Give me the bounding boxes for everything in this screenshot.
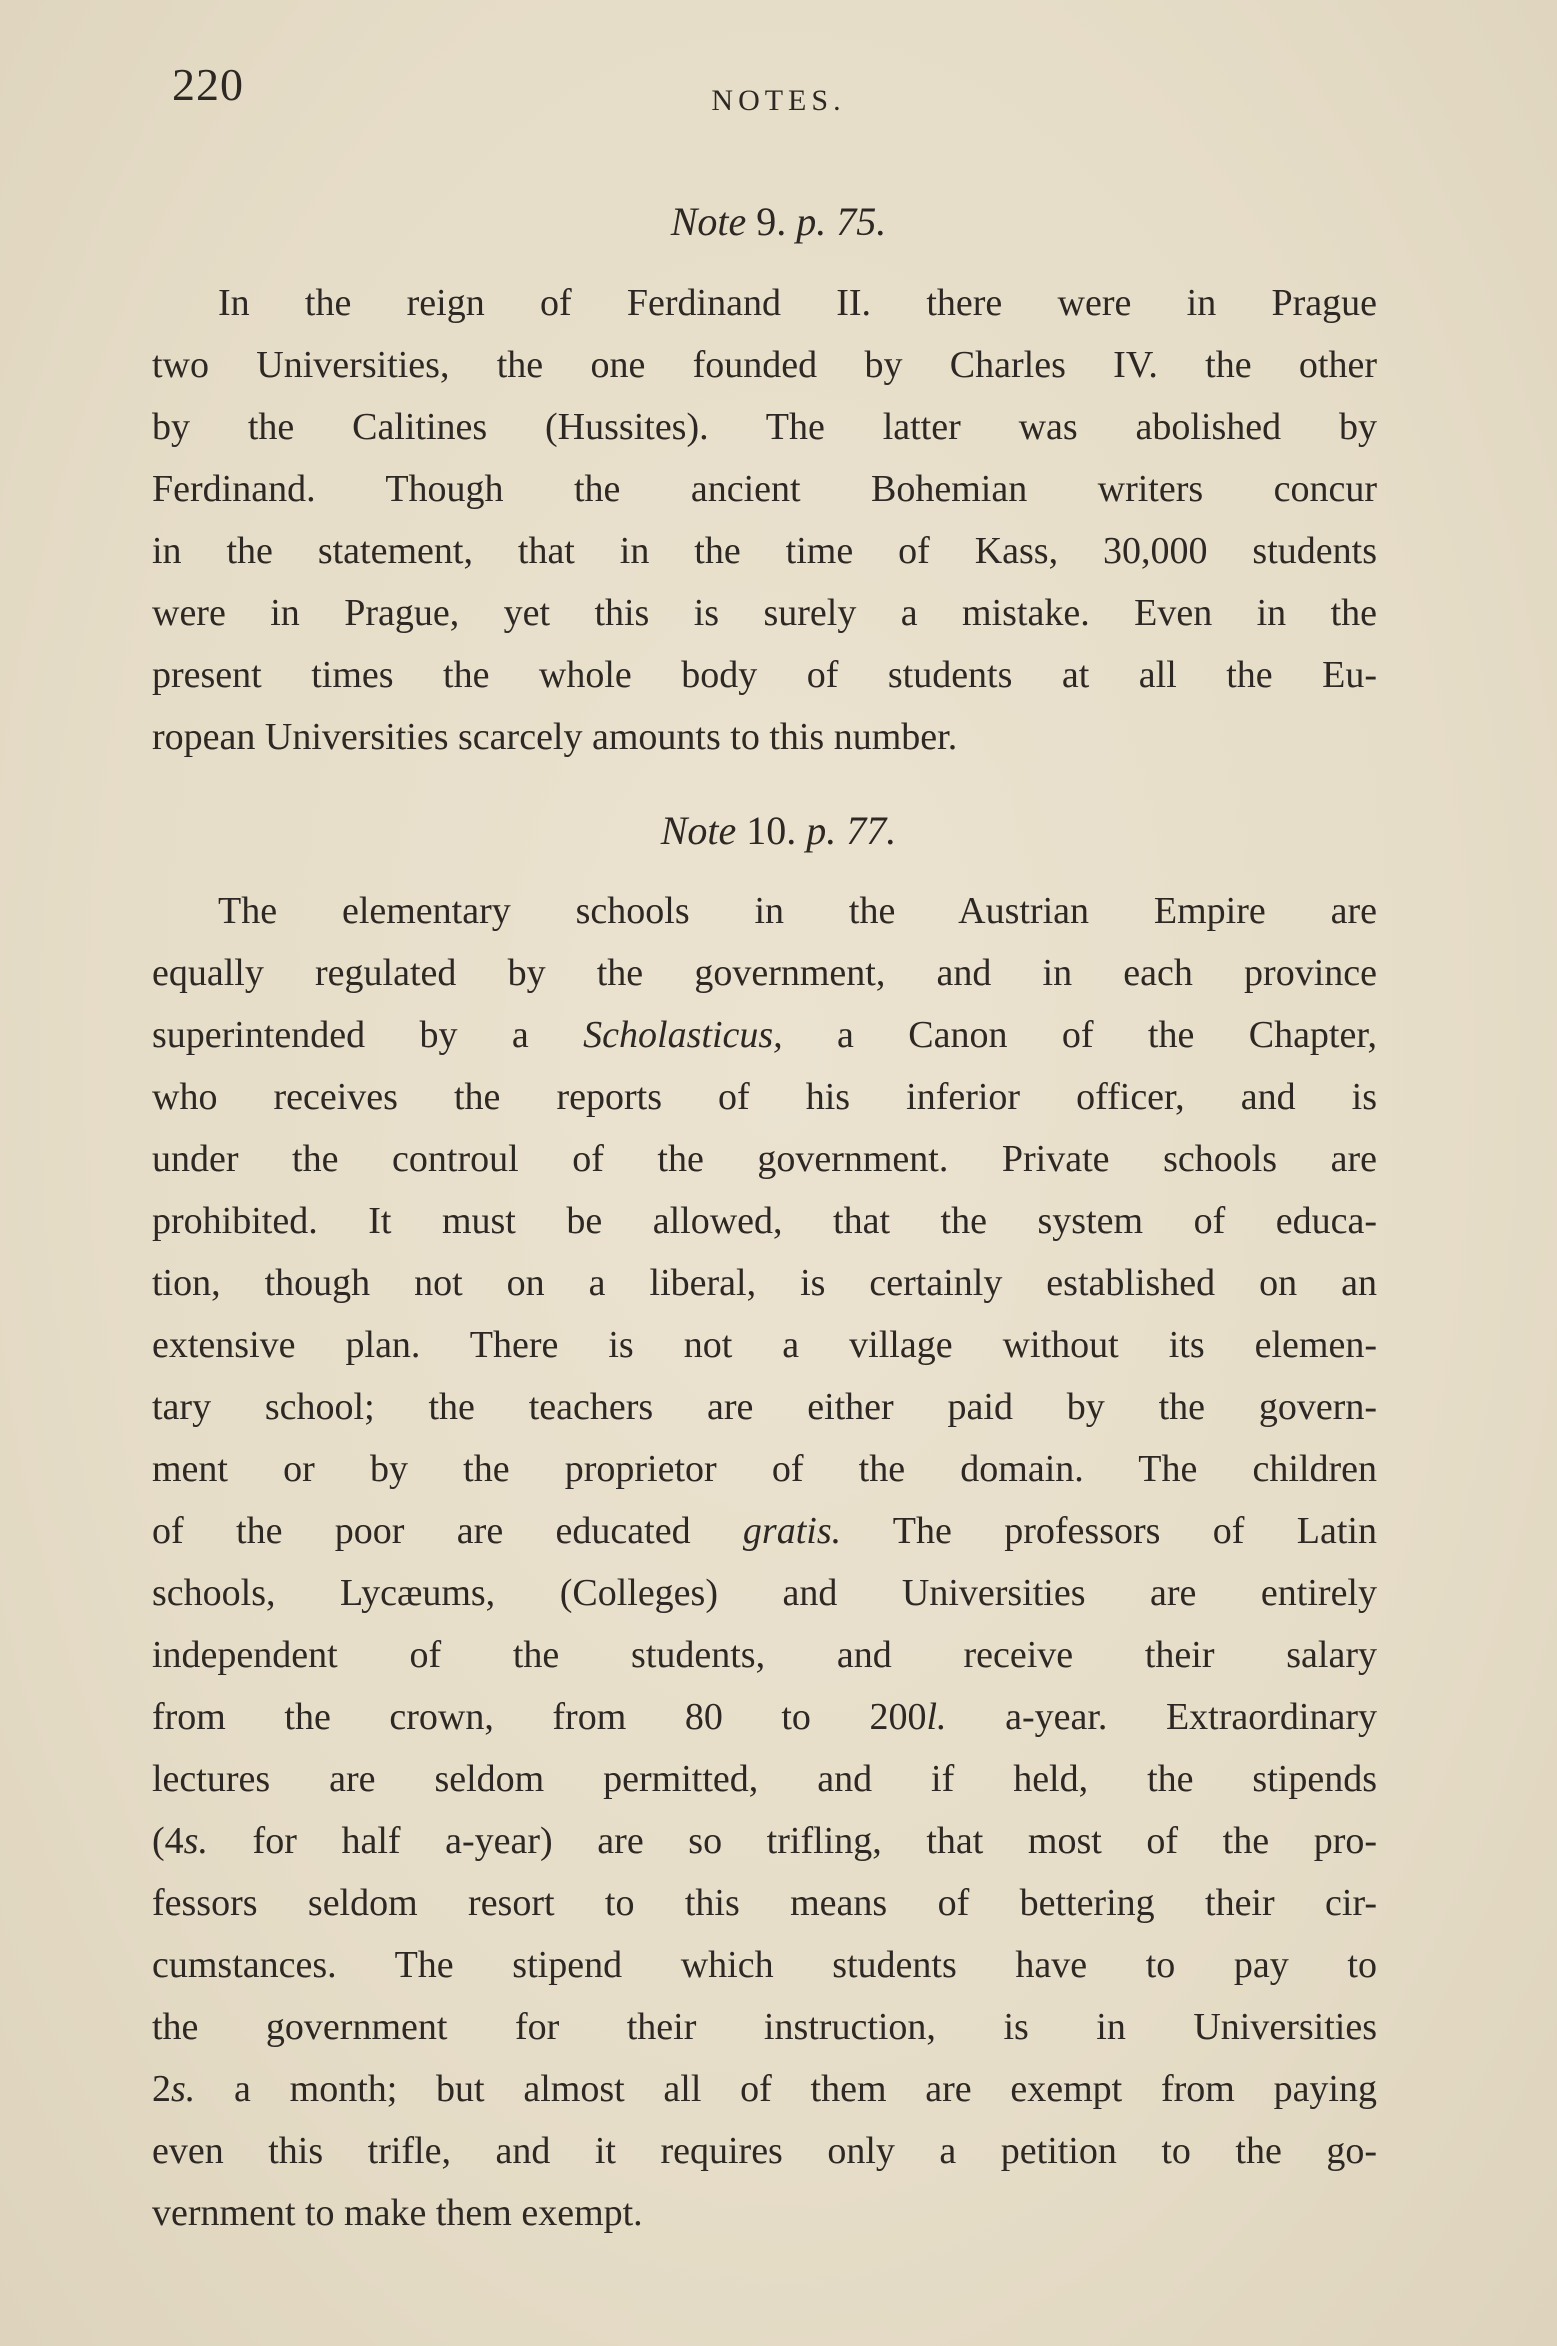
italic-term: s. [171,2068,196,2110]
text-line [152,2058,1377,2120]
text-run: superintended by a [152,1014,584,1056]
note-10-heading-page: p. 77. [806,808,897,853]
text-line: fessors seldom resort to this means of bettering their cir- [152,1882,1377,1924]
text-line: lectures are seldom permitted, and if held, the stipends [152,1758,1377,1800]
text-run: 2 [152,2068,171,2110]
note-9-paragraph [152,272,1377,768]
text-line: independent of the students, and receive their salary [152,1634,1377,1676]
text-line: The elementary schools in the Austrian Empire are [218,890,1377,932]
text-line [152,1004,1377,1066]
running-title: NOTES. [711,84,846,117]
text-line: ropean Universities scarcely amounts to this number. [152,716,958,758]
note-9-heading-word: Note [670,199,747,244]
italic-term: s. [183,1820,208,1862]
text-run: of the poor are educated [152,1510,743,1552]
text-run: a month; but almost all of them are exempt from paying [195,2068,1377,2110]
text-line [152,1810,1377,1872]
text-line: under the controul of the government. Private schools are [152,1138,1377,1180]
note-10-heading-number: 10. [746,808,797,853]
text-line: Ferdinand. Though the ancient Bohemian writers concur [152,468,1377,510]
italic-term: gratis. [742,1510,842,1552]
text-line: In the reign of Ferdinand II. there were in Prague [218,282,1377,324]
text-line: two Universities, the one founded by Charles IV. the other [152,344,1377,386]
text-line: schools, Lycæums, (Colleges) and Universities are entirely [152,1572,1377,1614]
text-line: tion, though not on a liberal, is certainly established on an [152,1262,1377,1304]
italic-term: Scholasticus, [583,1014,783,1056]
text-line [152,1500,1377,1562]
text-run: a-year. Extraordinary [946,1696,1377,1738]
note-9-heading-page: p. 75. [796,199,887,244]
text-line: cumstances. The stipend which students have to pay to [152,1944,1377,1986]
text-line: extensive plan. There is not a village without its elemen- [152,1324,1377,1366]
text-run: The professors of Latin [841,1510,1377,1552]
text-line: tary school; the teachers are either paid by the govern- [152,1386,1377,1428]
text-line: were in Prague, yet this is surely a mistake. Even in the [152,592,1377,634]
text-line: the government for their instruction, is in Universities [152,2006,1377,2048]
text-run: from the crown, from 80 to 200 [152,1696,927,1738]
page-number: 220 [172,59,244,110]
text-run: a Canon of the Chapter, [782,1014,1377,1056]
note-9-heading-number: 9. [756,199,787,244]
italic-term: l. [926,1696,947,1738]
text-run: (4 [152,1820,184,1862]
text-line: who receives the reports of his inferior officer, and is [152,1076,1377,1118]
note-10-heading [0,807,1557,854]
text-line: vernment to make them exempt. [152,2192,643,2234]
note-9-heading [0,198,1557,245]
note-10-paragraph [152,880,1377,2244]
text-line: even this trifle, and it requires only a petition to the go- [152,2130,1377,2172]
text-line: prohibited. It must be allowed, that the system of educa- [152,1200,1377,1242]
text-line [152,1686,1377,1748]
text-line: ment or by the proprietor of the domain. The children [152,1448,1377,1490]
text-line: in the statement, that in the time of Kass, 30,000 students [152,530,1377,572]
text-run: for half a-year) are so trifling, that most of the pro- [207,1820,1377,1862]
text-line: by the Calitines (Hussites). The latter was abolished by [152,406,1377,448]
text-line: equally regulated by the government, and in each province [152,952,1377,994]
text-line: present times the whole body of students at all the Eu- [152,654,1377,696]
note-10-heading-word: Note [660,808,737,853]
